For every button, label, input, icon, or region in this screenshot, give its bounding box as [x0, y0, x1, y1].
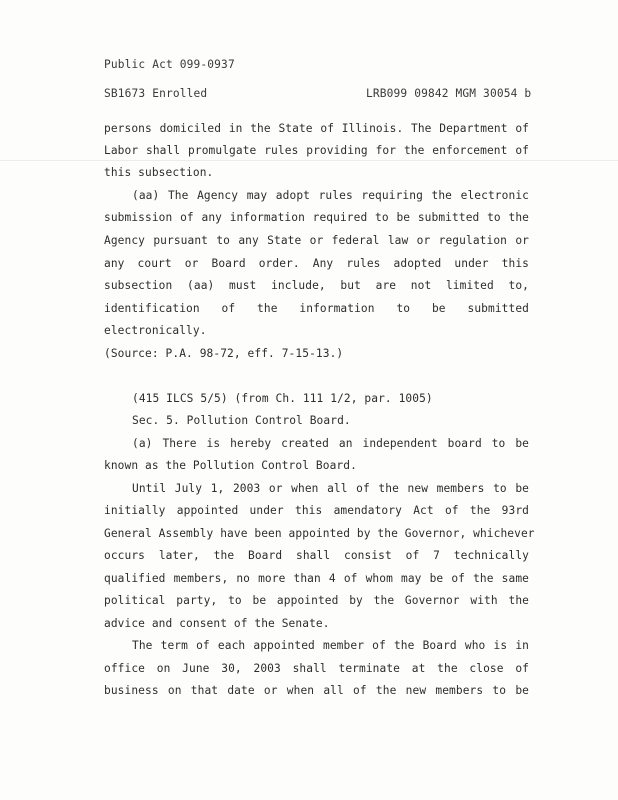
- text-line: political party, to be appointed by the Governor with the: [104, 594, 529, 607]
- text-line: Labor shall promulgate rules providing for the enforcement of: [104, 144, 529, 157]
- text-line: this subsection.: [104, 166, 214, 179]
- text-line: business on that date or when all of the new members to be: [104, 684, 529, 697]
- text-line: (a) There is hereby created an independent board to be: [132, 437, 529, 450]
- source-citation: (Source: P.A. 98-72, eff. 7-15-13.): [104, 347, 344, 360]
- text-line: advice and consent of the Senate.: [104, 617, 330, 630]
- text-line: office on June 30, 2003 shall terminate at the close of: [104, 662, 529, 675]
- text-line: Until July 1, 2003 or when all of the new members to be: [132, 482, 529, 495]
- text-line: persons domiciled in the State of Illinois. The Department of: [104, 122, 529, 135]
- public-act-number: Public Act 099-0937: [104, 58, 235, 71]
- text-line: any court or Board order. Any rules adopted under this: [104, 257, 529, 270]
- text-line: electronically.: [104, 324, 207, 337]
- text-line: General Assembly have been appointed by the Governor, whichever: [104, 527, 535, 540]
- text-line: submission of any information required to be submitted to the: [104, 211, 529, 224]
- statute-citation: (415 ILCS 5/5) (from Ch. 111 1/2, par. 1005): [132, 392, 433, 405]
- text-line: identification of the information to be submitted: [104, 302, 529, 315]
- scan-artifact-line: [0, 160, 618, 161]
- text-line: The term of each appointed member of the Board who is in: [132, 639, 529, 652]
- section-heading: Sec. 5. Pollution Control Board.: [132, 414, 351, 427]
- text-line: (aa) The Agency may adopt rules requiring the electronic: [132, 189, 529, 202]
- bill-identifier: SB1673 Enrolled: [104, 87, 208, 100]
- text-line: subsection (aa) must include, but are not limited to,: [104, 279, 529, 292]
- lrb-code: LRB099 09842 MGM 30054 b: [366, 87, 532, 100]
- text-line: Agency pursuant to any State or federal law or regulation or: [104, 234, 529, 247]
- text-line: known as the Pollution Control Board.: [104, 459, 357, 472]
- text-line: occurs later, the Board shall consist of 7 technically: [104, 549, 529, 562]
- text-line: qualified members, no more than 4 of whom may be of the same: [104, 572, 529, 585]
- text-line: initially appointed under this amendatory Act of the 93rd: [104, 504, 529, 517]
